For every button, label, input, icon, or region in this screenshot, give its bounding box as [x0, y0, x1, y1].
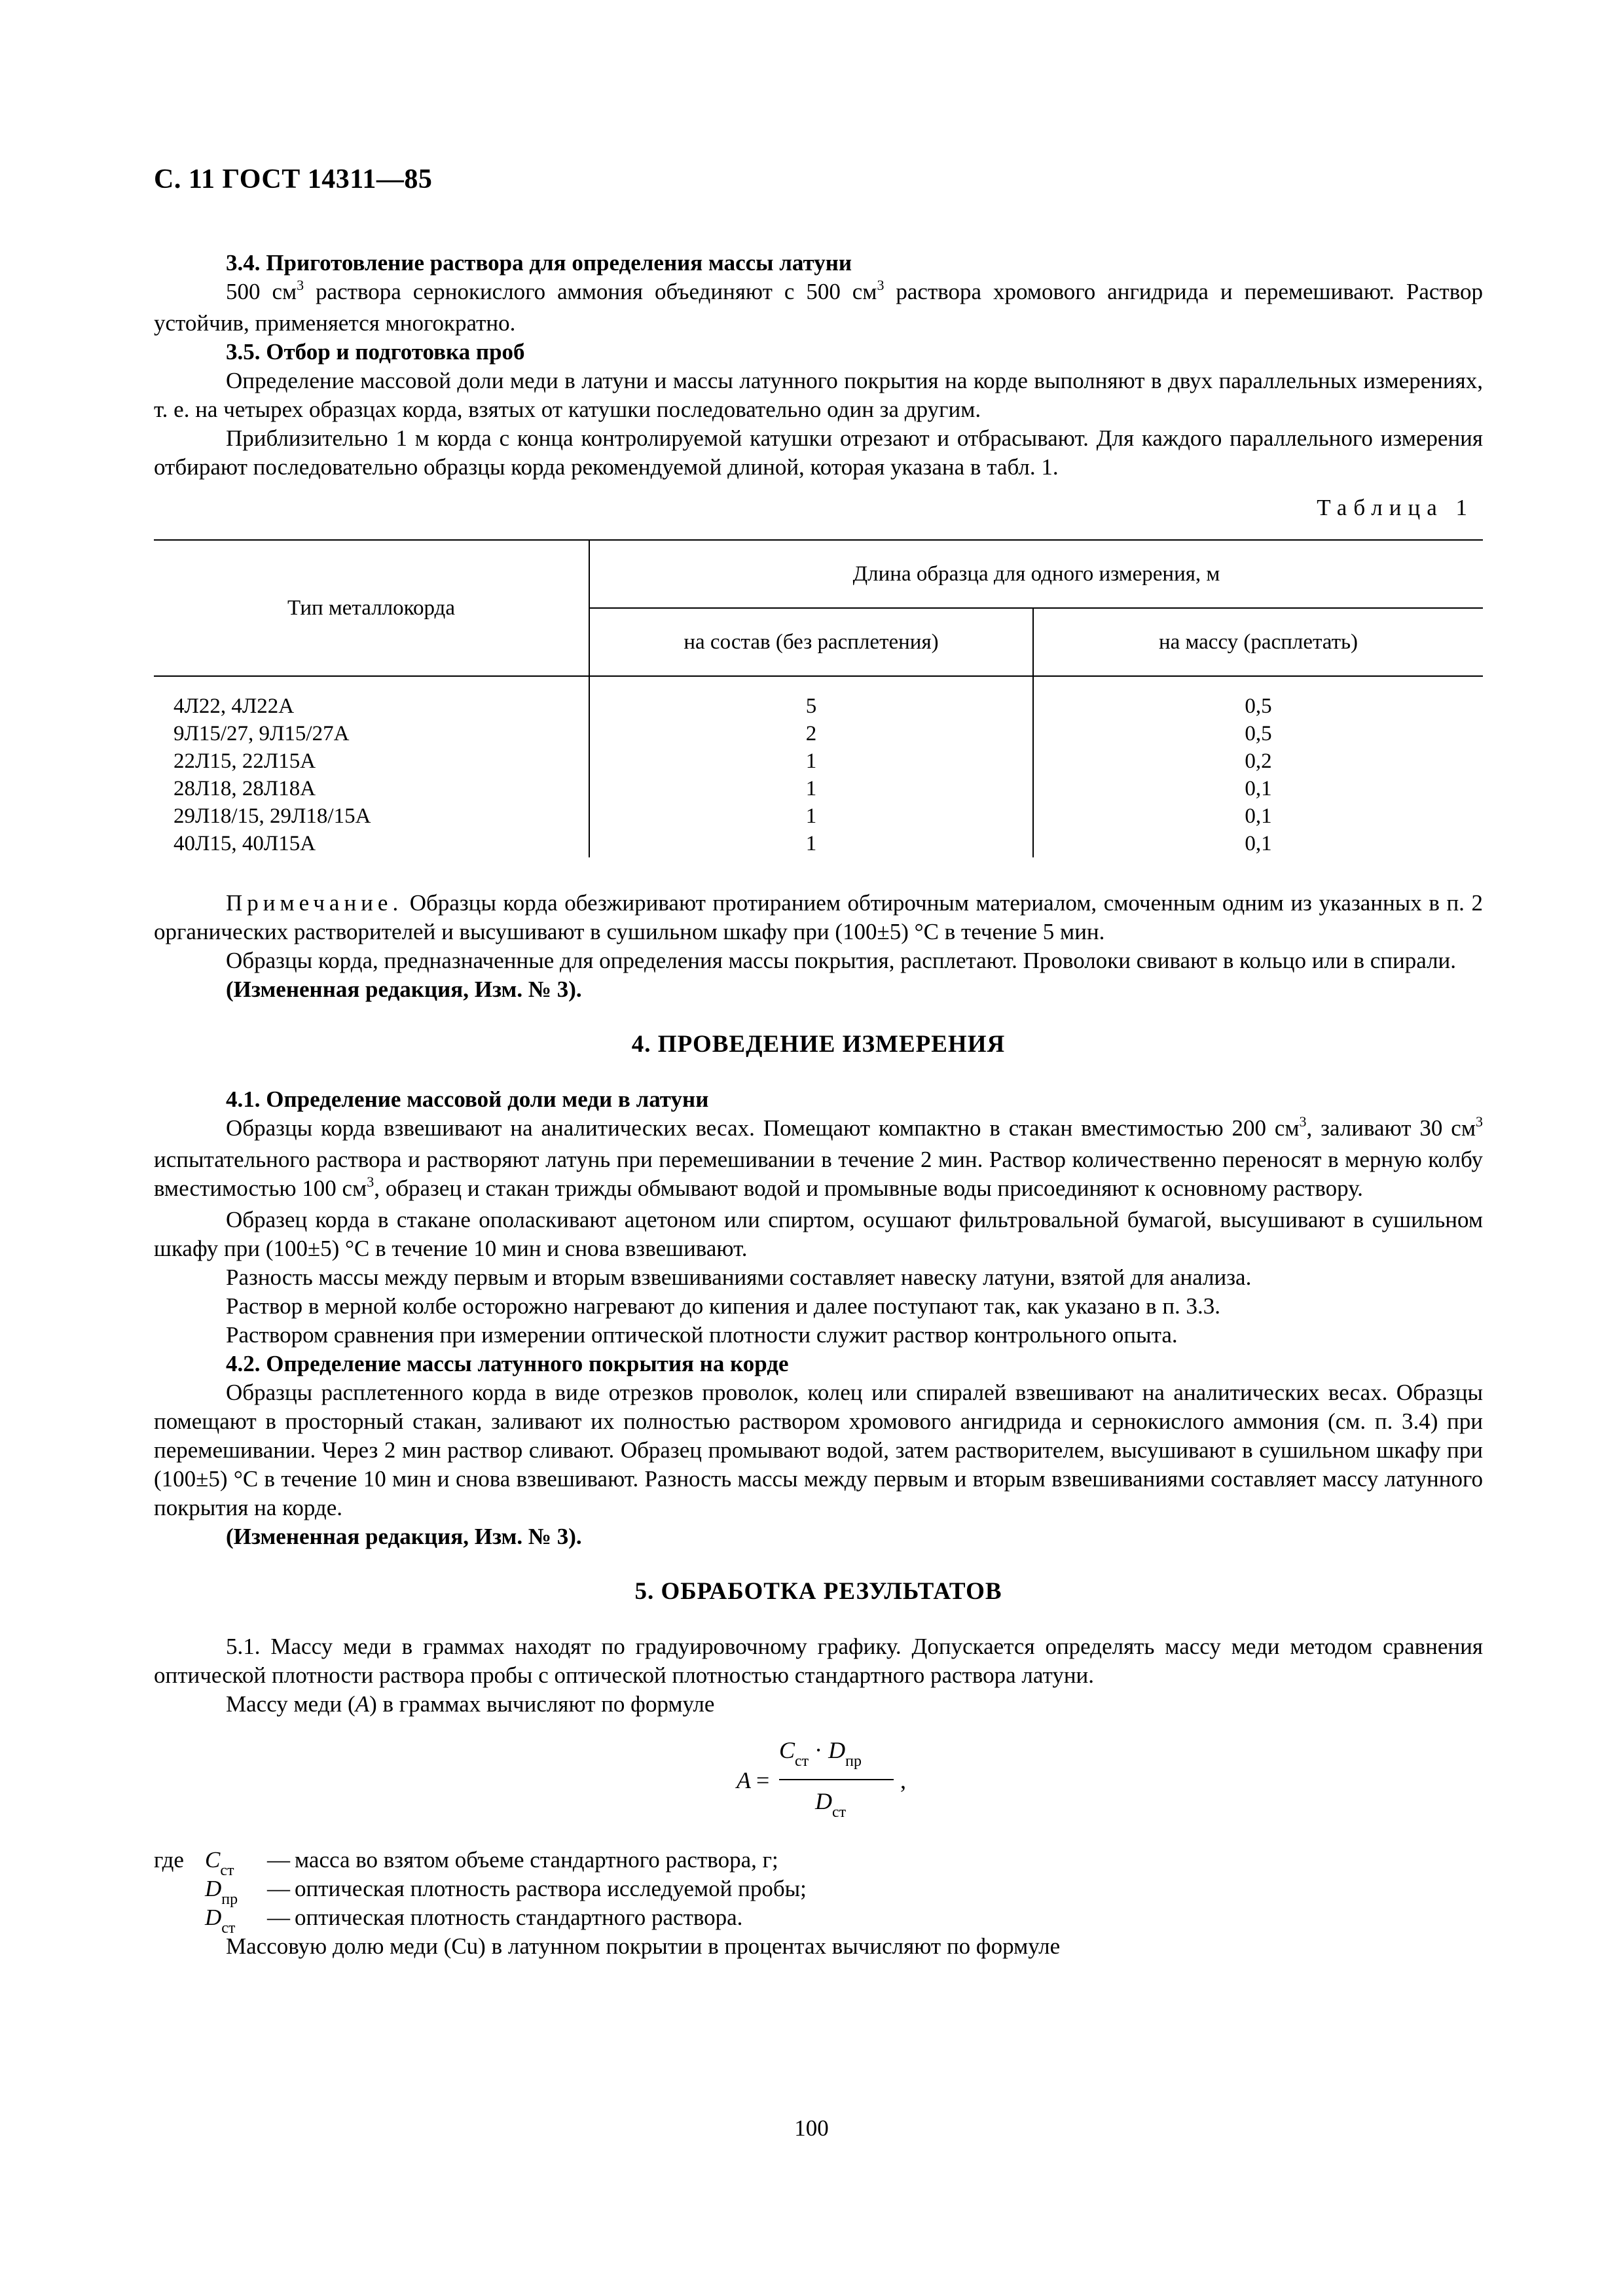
- cell-composition-length: 1: [589, 830, 1033, 857]
- note-label: Примечание.: [226, 890, 403, 916]
- cell-cord-type: 9Л15/27, 9Л15/27А: [173, 722, 350, 745]
- cell-mass-length: 0,1: [1033, 802, 1483, 830]
- formula-lhs: А: [737, 1767, 751, 1793]
- cell-mass-length: 0,1: [1033, 775, 1483, 802]
- cell-composition-length: 2: [589, 720, 1033, 747]
- table-row: [154, 720, 1483, 747]
- cell-cord-type: 22Л15, 22Л15А: [173, 749, 316, 773]
- table-row: [154, 802, 1483, 830]
- table-1-caption: Таблица 1: [1317, 495, 1474, 520]
- cell-composition-length: 1: [589, 747, 1033, 775]
- note-paragraph-2: Образцы корда, предназначенные для определения массы покрытия, расплетают. Проволоки свивают в кольцо или в спирали.: [226, 948, 1457, 973]
- definition-row: [154, 1874, 1483, 1908]
- section-4-heading: 4. ПРОВЕДЕНИЕ ИЗМЕРЕНИЯ: [631, 1031, 1006, 1058]
- cell-mass-length: 0,1: [1033, 830, 1483, 857]
- cell-mass-length: 0,5: [1033, 720, 1483, 747]
- definition-text: оптическая плотность раствора исследуемой пробы;: [295, 1876, 807, 1901]
- cell-composition-length: 1: [589, 775, 1033, 802]
- formula-copper-mass: [154, 1734, 1483, 1826]
- section-4-1-paragraph-5: Раствором сравнения при измерении оптической плотности служит раствор контрольного опыта.: [226, 1322, 1178, 1348]
- formula-comma: ,: [900, 1767, 906, 1793]
- table-row: [154, 676, 1483, 720]
- formula-numerator: $С_{ст} \cdot D_{пр}$: [779, 1737, 862, 1770]
- column-header-mass: на массу (расплетать): [1033, 608, 1483, 676]
- section-3-5-paragraph-2: Приблизительно 1 м корда с конца контролируемой катушки отрезают и отбрасывают. Для каждого параллельного измерения отбирают последовательно образцы корда рекомендуемой длиной, которая указана в табл. 1.: [154, 425, 1483, 480]
- column-header-composition: на состав (без расплетения): [589, 608, 1033, 676]
- cell-composition-length: 5: [589, 676, 1033, 720]
- section-4-1-paragraph-4: Раствор в мерной колбе осторожно нагревают до кипения и далее поступают так, как указано в п. 3.3.: [226, 1293, 1221, 1319]
- section-4-1-paragraph-3: Разность массы между первым и вторым взвешиваниями составляет навеску латуни, взятой для анализа.: [226, 1265, 1252, 1290]
- definition-dash: —: [267, 1905, 290, 1930]
- cell-mass-length: 0,2: [1033, 747, 1483, 775]
- formula-definitions: [154, 1846, 1483, 1937]
- cell-mass-length: 0,5: [1033, 676, 1483, 720]
- definition-text: масса во взятом объеме стандартного раствора, г;: [295, 1847, 778, 1873]
- table-row: [154, 775, 1483, 802]
- column-header-sample-length: Длина образца для одного измерения, м: [589, 540, 1483, 608]
- section-4-1-title: 4.1. Определение массовой доли меди в латуни: [226, 1086, 709, 1112]
- section-4-1-paragraph-2: Образец корда в стакане ополаскивают ацетоном или спиртом, осушают фильтровальной бумагой, высушивают в сушильном шкафу при (100±5) °С в течение 10 мин и снова взвешивают.: [154, 1207, 1483, 1261]
- definition-dash: —: [267, 1847, 290, 1873]
- cell-cord-type: 40Л15, 40Л15А: [173, 832, 316, 855]
- section-3-4-title: 3.4. Приготовление раствора для определения массы латуни: [226, 250, 852, 276]
- page-header: С. 11 ГОСТ 14311—85: [154, 164, 433, 194]
- table-1: [154, 539, 1483, 857]
- formula-fraction-bar: [779, 1779, 894, 1780]
- spacer: [154, 857, 1483, 889]
- table-row: [154, 747, 1483, 775]
- formula-intro: Массу меди (А) в граммах вычисляют по формуле: [226, 1691, 715, 1717]
- definition-text: оптическая плотность стандартного раствора.: [295, 1905, 743, 1930]
- where-label: где: [154, 1847, 184, 1873]
- table-note: Примечание. Образцы корда обезжиривают протиранием обтирочным материалом, смоченным одним из указанных в п. 2 органических растворителей и высушивают в сушильном шкафу при (100±5) °С в течение 5 мин.: [154, 890, 1483, 944]
- section-4-2-title: 4.2. Определение массы латунного покрытия на корде: [226, 1351, 789, 1376]
- table-row: [154, 830, 1483, 857]
- cell-composition-length: 1: [589, 802, 1033, 830]
- section-3-5-paragraph-1: Определение массовой доли меди в латуни и массы латунного покрытия на корде выполняют в двух параллельных измерениях, т. е. на четырех образцах корда, взятых от катушки последовательно один за другим.: [154, 368, 1483, 422]
- section-4-2-paragraph: Образцы расплетенного корда в виде отрезков проволок, колец или спиралей взвешивают на аналитических весах. Образцы помещают в просторный стакан, заливают их полностью раствором хромового ангидрида и сернокислого аммония (см. п. 3.4) при перемешивании. Через 2 мин раствор сливают. Образец промывают водой, затем растворителем, высушивают в сушильном шкафу при (100±5) °С в течение 10 мин и снова взвешивают. Разность массы между первым и вторым взвешиваниями составляет массу латунного покрытия на корде.: [154, 1380, 1483, 1520]
- page-number: 100: [794, 2115, 829, 2141]
- formula-equals: =: [756, 1767, 770, 1793]
- revision-note-2: (Измененная редакция, Изм. № 3).: [226, 1524, 582, 1549]
- definition-symbol: $D_{пр}$: [205, 1876, 238, 1908]
- section-4-1-paragraph-1: Образцы корда взвешивают на аналитических весах. Помещают компактно в стакан вместимостью 200 $см^3$, заливают 30 $см^3$ испытательного раствора и растворяют латунь при перемешивании в течение 2 мин. Раствор количественно переносят в мерную колбу вместимостью 100 $см^3$, образец и стакан трижды обмывают водой и промывные воды присоединяют к основному раствору.: [154, 1113, 1483, 1201]
- cell-cord-type: 29Л18/15, 29Л18/15А: [173, 804, 371, 828]
- definition-row: [154, 1903, 1483, 1937]
- cell-cord-type: 4Л22, 4Л22А: [173, 694, 295, 718]
- section-5-1-paragraph: 5.1. Массу меди в граммах находят по градуировочному графику. Допускается определять массу меди методом сравнения оптической плотности раствора пробы с оптической плотностью стандартного раствора латуни.: [154, 1634, 1483, 1688]
- definition-symbol: $D_{ст}$: [205, 1905, 236, 1937]
- section-5-heading: 5. ОБРАБОТКА РЕЗУЛЬТАТОВ: [634, 1578, 1002, 1605]
- definition-dash: —: [267, 1876, 290, 1901]
- section-3-5-title: 3.5. Отбор и подготовка проб: [226, 339, 525, 365]
- formula-denominator: $D_{ст}$: [815, 1788, 847, 1821]
- definition-row: [154, 1846, 1483, 1879]
- document-body: [154, 249, 1483, 1961]
- revision-note: (Измененная редакция, Изм. № 3).: [226, 977, 582, 1002]
- column-header-cord-type: Тип металлокорда: [154, 540, 589, 676]
- cell-cord-type: 28Л18, 28Л18А: [173, 777, 316, 800]
- definition-symbol: $С_{ст}$: [205, 1847, 234, 1879]
- section-3-4-text: 500 $см^3$ раствора сернокислого аммония объединяют с 500 $см^3$ раствора хромового ангидрида и перемешивают. Раствор устойчив, применяется многократно.: [154, 277, 1483, 336]
- section-5-closing-paragraph: Массовую долю меди (Cu) в латунном покрытии в процентах вычисляют по формуле: [226, 1933, 1061, 1959]
